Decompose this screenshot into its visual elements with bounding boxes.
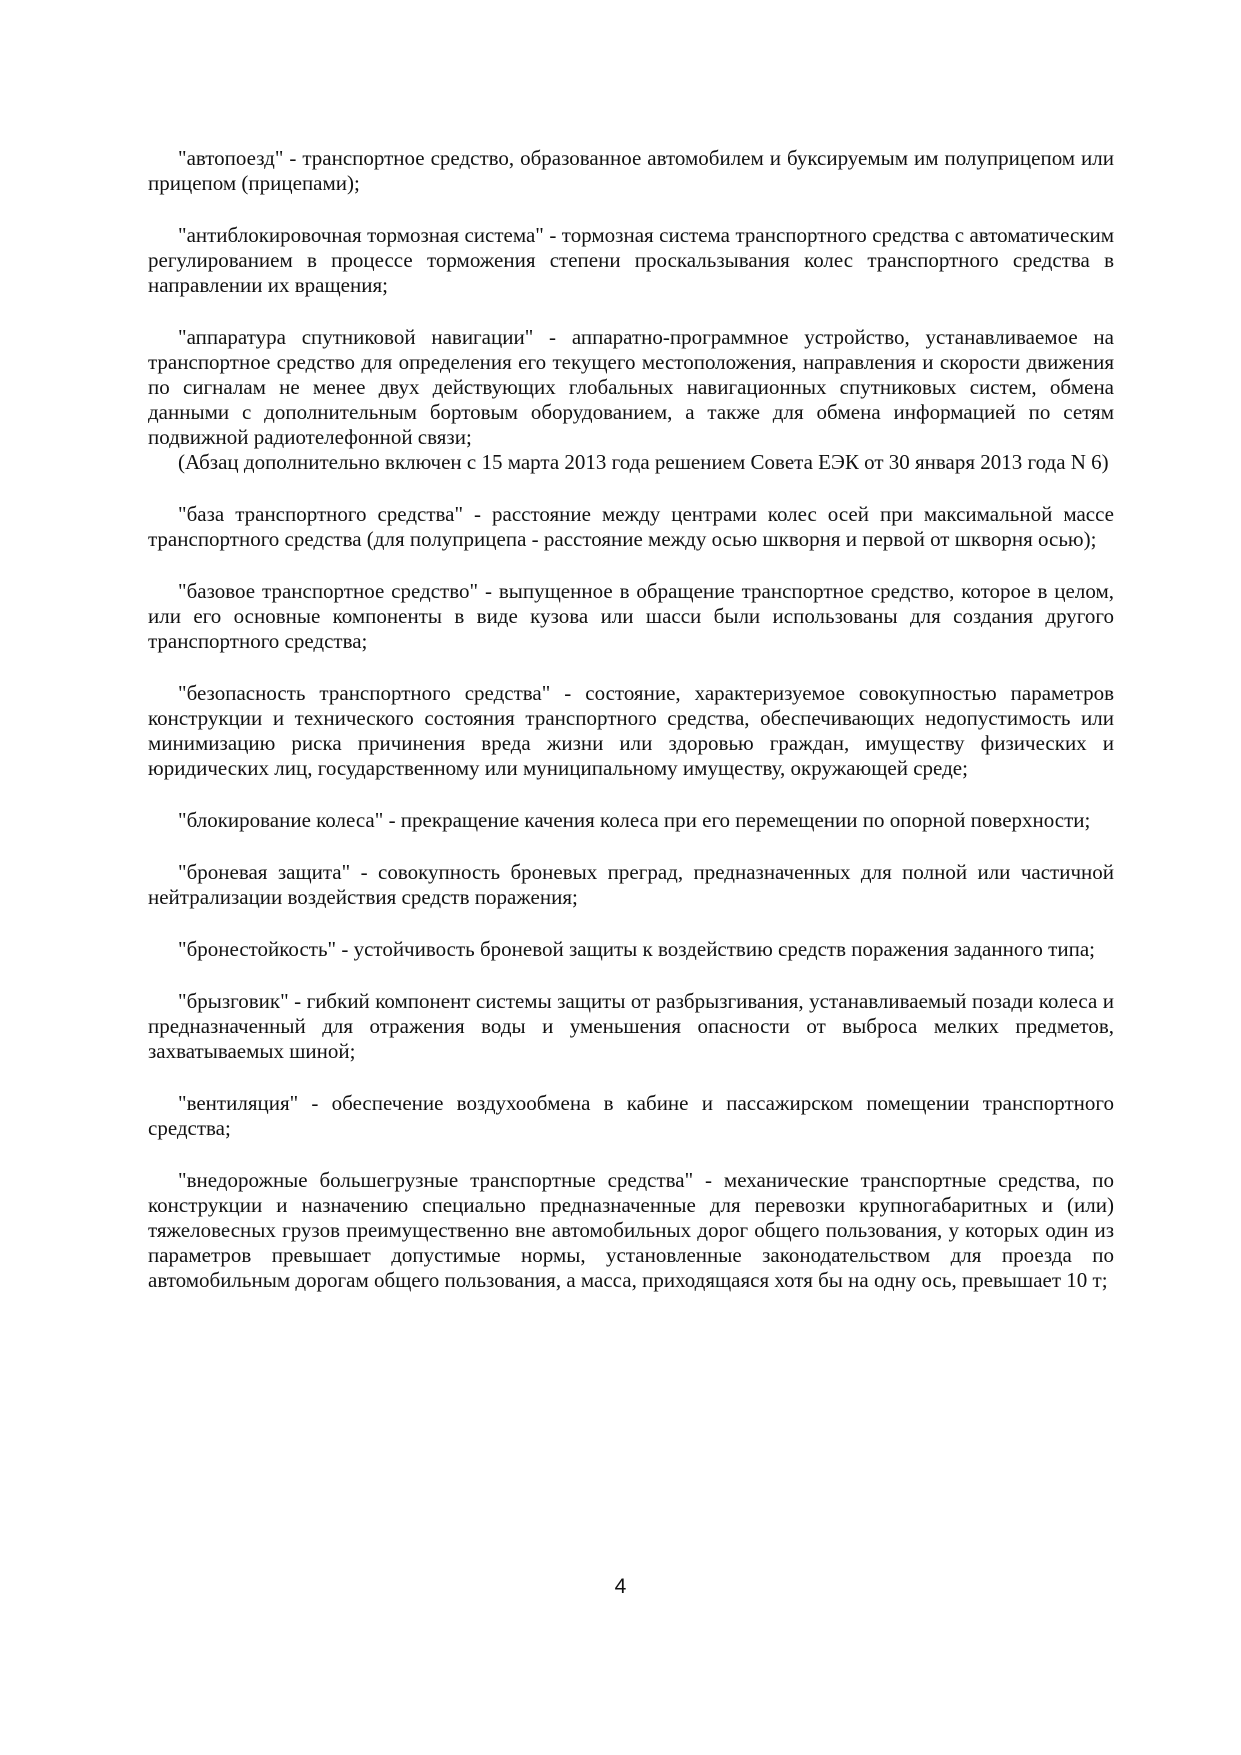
definition-antilock-braking: "антиблокировочная тормозная система" - тормозная система транспортного средства с автоматическим регулированием в процессе торможения степени проскальзывания колес транспортного средства в направлении их вращения;	[148, 223, 1114, 297]
definition-armor-resistance: "бронестойкость" - устойчивость броневой защиты к воздействию средств поражения заданного типа;	[178, 937, 1095, 961]
definition-satellite-navigation: "аппаратура спутниковой навигации" - аппаратно-программное устройство, устанавливаемое на транспортное средство для определения его текущего местоположения, направления и скорости движения по сигналам не менее двух действующих глобальных навигационных спутниковых систем, обмена данными с дополнительным бортовым оборудованием, а также для обмена информацией по сетям подвижной радиотелефонной связи;	[148, 325, 1114, 449]
definition-vehicle-safety: "безопасность транспортного средства" - состояние, характеризуемое совокупностью параметров конструкции и технического состояния транспортного средства, обеспечивающих недопустимость или минимизацию риска причинения вреда жизни или здоровью граждан, имуществу физических и юридических лиц, государственному или муниципальному имуществу, окружающей среде;	[148, 681, 1114, 780]
definition-autopoezd: "автопоезд" - транспортное средство, образованное автомобилем и буксируемым им полуприцепом или прицепом (прицепами);	[148, 146, 1114, 195]
definition-armor-protection: "броневая защита" - совокупность броневых преград, предназначенных для полной или частичной нейтрализации воздействия средств поражения;	[148, 860, 1114, 909]
definition-ventilation: "вентиляция" - обеспечение воздухообмена в кабине и пассажирском помещении транспортного средства;	[148, 1091, 1114, 1140]
definition-wheel-lock: "блокирование колеса" - прекращение качения колеса при его перемещении по опорной поверхности;	[178, 808, 1091, 832]
definition-offroad-heavy-vehicles: "внедорожные большегрузные транспортные средства" - механические транспортные средства, по конструкции и назначению специально предназначенные для перевозки крупногабаритных и (или) тяжеловесных грузов преимущественно вне автомобильных дорог общего пользования, у которых один из параметров превышает допустимые нормы, установленные законодательством для проезда по автомобильным дорогам общего пользования, а масса, приходящаяся хотя бы на одну ось, превышает 10 т;	[148, 1168, 1114, 1292]
definition-base-vehicle: "базовое транспортное средство" - выпущенное в обращение транспортное средство, которое в целом, или его основные компоненты в виде кузова или шасси были использованы для создания другого транспортного средства;	[148, 579, 1114, 653]
document-body	[148, 146, 1114, 1320]
page-number: 4	[614, 1575, 627, 1598]
definition-vehicle-base: "база транспортного средства" - расстояние между центрами колес осей при максимальной массе транспортного средства (для полуприцепа - расстояние между осью шкворня и первой от шкворня осью);	[148, 502, 1114, 551]
definition-mudguard: "брызговик" - гибкий компонент системы защиты от разбрызгивания, устанавливаемый позади колеса и предназначенный для отражения воды и уменьшения опасности от выброса мелких предметов, захватываемых шиной;	[148, 989, 1114, 1063]
amendment-note: (Абзац дополнительно включен с 15 марта 2013 года решением Совета ЕЭК от 30 января 2013 года N 6)	[178, 450, 1109, 474]
